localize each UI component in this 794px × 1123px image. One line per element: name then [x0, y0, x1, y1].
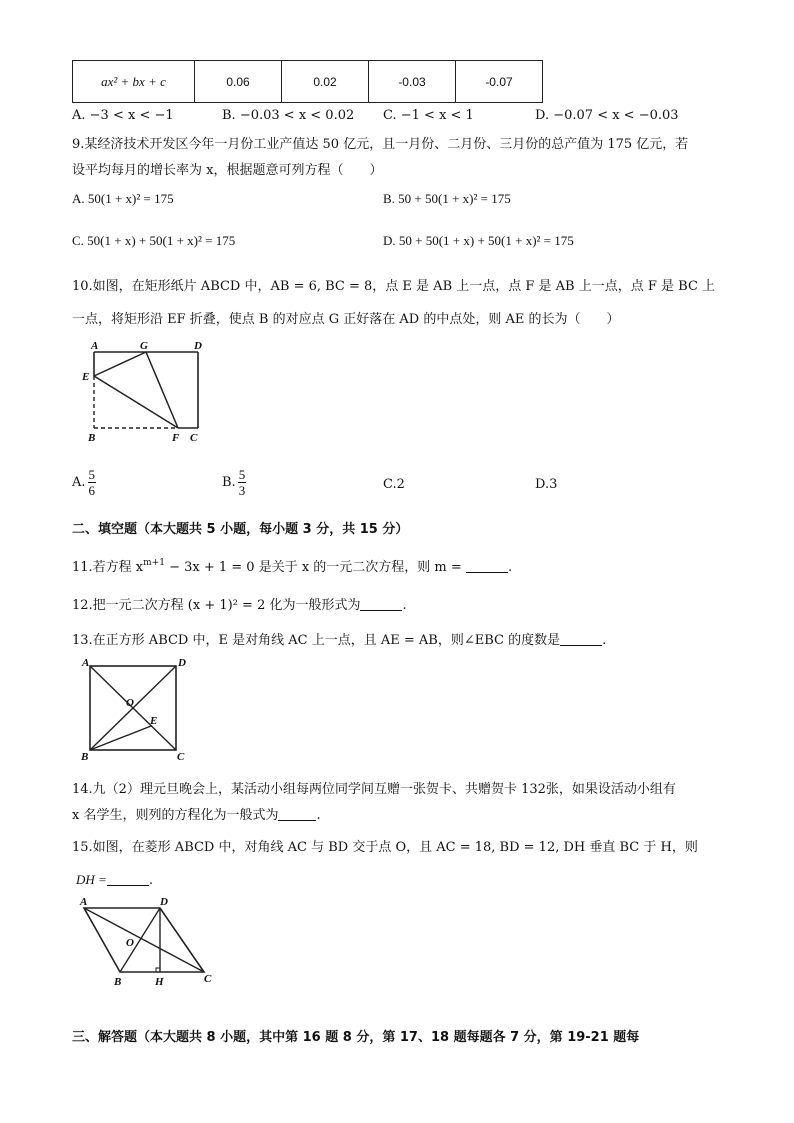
- q8-option-d: D. −0.07 < x < −0.03: [535, 108, 679, 123]
- fig15-label-d: D: [160, 896, 168, 908]
- fig13-label-c: C: [177, 751, 185, 762]
- q11: 11.若方程 $x^{m+1} - 3x + 1 = 0$ 是关于 x 的一元二次方程，则 m = .: [72, 558, 513, 575]
- q14-line2: x 名学生，则列的方程化为一般式为 .: [72, 808, 321, 823]
- section-2-heading: 二、填空题（本大题共 5 小题，每小题 3 分，共 15 分）: [72, 522, 409, 537]
- fig10-label-g: G: [140, 340, 148, 352]
- q15-line1: 15.如图，在菱形 ABCD 中，对角线 AC 与 BD 交于点 O，且 AC = 18, BD = 12, DH 垂直 BC 于 H，则: [72, 840, 698, 855]
- q13: 13.在正方形 ABCD 中，E 是对角线 AC 上一点，且 AE = AB，则∠EBC 的度数是 .: [72, 633, 607, 648]
- fig13-label-a: A: [82, 657, 90, 669]
- q10-line1: 10.如图，在矩形纸片 ABCD 中，AB = 6, BC = 8，点 E 是 AB 上一点，点 F 是 AB 上一点，点 F 是 BC 上: [72, 279, 716, 294]
- table-row: [73, 61, 543, 103]
- fig13-label-e: E: [150, 715, 158, 727]
- q9-line1: 9.某经济技术开发区今年一月份工业产值达 50 亿元，且一月份、二月份、三月份的总产值为 175 亿元，若: [72, 137, 689, 152]
- fig10-label-a: A: [91, 340, 99, 352]
- table-expr-cell: ax² + bx + c: [73, 61, 195, 103]
- q14-line1: 14.九（2）理元旦晚会上，某活动小组每两位同学间互赠一张贺卡、共赠贺卡 132张，如果设活动小组有: [72, 782, 676, 797]
- q15-rhombus-figure: [72, 892, 222, 988]
- table-cell-3: -0.03: [369, 61, 456, 103]
- fig10-label-f: F: [172, 432, 180, 444]
- table-cell-4: -0.07: [456, 61, 543, 103]
- fig15-label-b: B: [114, 976, 122, 988]
- fig10-label-d: D: [194, 340, 202, 352]
- fraction-5-3: $\frac{5}{3}$: [238, 467, 246, 498]
- table-cell-1: 0.06: [195, 61, 282, 103]
- fig15-label-c: C: [204, 973, 212, 985]
- q10-option-d: D.3: [535, 477, 558, 492]
- q10-option-b: B. $\frac{5}{3}$: [222, 467, 246, 498]
- q15-line2: DH = .: [76, 872, 153, 888]
- q10-option-a: A. $\frac{5}{6}$: [72, 467, 96, 498]
- q11-answer-blank[interactable]: [466, 560, 508, 573]
- q13-square-figure: [78, 656, 188, 762]
- q9-option-d: D. 50 + 50(1 + x) + 50(1 + x)² = 175: [383, 233, 574, 248]
- q9-option-c: C. 50(1 + x) + 50(1 + x)² = 175: [72, 233, 236, 248]
- q8-option-c: C. −1 < x < 1: [383, 108, 474, 123]
- q15-answer-blank[interactable]: [107, 873, 149, 886]
- q8-option-a: A. −3 < x < −1: [72, 108, 174, 123]
- fig15-label-o: O: [126, 937, 134, 949]
- fig15-label-h: H: [155, 976, 164, 988]
- q8-option-b: B. −0.03 < x < 0.02: [222, 108, 355, 123]
- fig15-label-a: A: [80, 896, 88, 908]
- fraction-5-6: $\frac{5}{6}$: [88, 467, 96, 498]
- fig10-label-e: E: [82, 371, 90, 383]
- q12: 12.把一元二次方程 (x + 1)² = 2 化为一般形式为 .: [72, 598, 407, 613]
- table-cell-2: 0.02: [282, 61, 369, 103]
- fig10-label-c: C: [190, 432, 198, 444]
- q12-answer-blank[interactable]: [360, 598, 402, 611]
- values-table: [72, 60, 543, 103]
- q10-option-c: C.2: [383, 477, 405, 492]
- fig13-label-o: O: [126, 697, 134, 709]
- q9-option-a: A. 50(1 + x)² = 175: [72, 191, 174, 206]
- fig10-label-b: B: [88, 432, 96, 444]
- q13-answer-blank[interactable]: [560, 633, 602, 646]
- q10-line2: 一点，将矩形沿 EF 折叠，使点 B 的对应点 G 正好落在 AD 的中点处，则 AE 的长为（ ）: [72, 312, 620, 327]
- fig13-label-d: D: [178, 657, 186, 669]
- section-3-heading: 三、解答题（本大题共 8 小题，其中第 16 题 8 分，第 17、18 题每题各 7 分，第 19-21 题每: [72, 1030, 640, 1045]
- q9-line2: 设平均每月的增长率为 x，根据题意可列方程（ ）: [72, 163, 383, 178]
- fig13-label-b: B: [81, 751, 89, 762]
- q14-answer-blank[interactable]: [278, 808, 316, 821]
- q10-rectangle-figure: [78, 336, 208, 448]
- q9-option-b: B. 50 + 50(1 + x)² = 175: [383, 191, 511, 206]
